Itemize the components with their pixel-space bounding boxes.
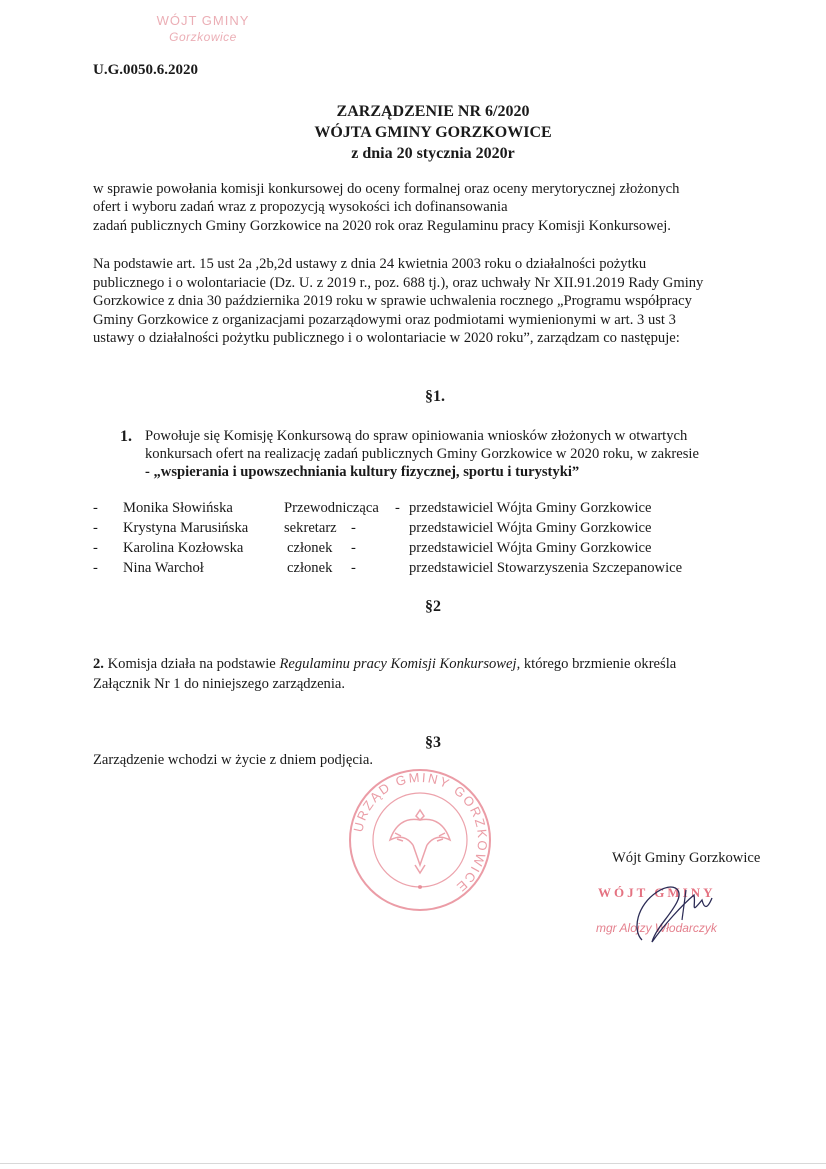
top-stamp-line1: WÓJT GMINY	[156, 13, 250, 28]
subject-line-1: w sprawie powołania komisji konkursowej do oceny formalnej oraz oceny merytorycznej złożonych	[93, 181, 680, 197]
office-seal-icon	[345, 765, 495, 915]
member-representation: przedstawiciel Wójta Gminy Gorzkowice	[409, 540, 652, 556]
section1-line-3: - „wspierania i upowszechniania kultury fizycznej, sportu i turystyki”	[145, 464, 580, 480]
member-name: Nina Warchoł	[123, 560, 204, 576]
document-reference: U.G.0050.6.2020	[93, 62, 198, 78]
member-separator: -	[351, 540, 356, 556]
section2-heading: §2	[425, 598, 441, 615]
member-role: sekretarz	[284, 520, 337, 536]
subject-line-2: ofert i wyboru zadań wraz z propozycją wysokości ich dofinansowania	[93, 199, 508, 215]
basis-line-5: ustawy o działalności pożytku publicznego i o wolontariacie w 2020 roku”, zarządzam co następuje:	[93, 330, 680, 346]
section2-text-b: , którego brzmienie określa	[516, 656, 677, 672]
section1-item-number: 1.	[120, 428, 132, 445]
member-name: Monika Słowińska	[123, 500, 233, 516]
seal-text: URZĄD GMINY GORZKOWICE	[350, 769, 491, 896]
top-stamp-line2: Gorzkowice	[169, 30, 237, 44]
member-separator: -	[351, 560, 356, 576]
member-role: Przewodnicząca	[284, 500, 379, 516]
member-representation: przedstawiciel Wójta Gminy Gorzkowice	[409, 500, 652, 516]
section2-paragraph-line2: Załącznik Nr 1 do niniejszego zarządzenia.	[93, 676, 346, 692]
handwritten-signature-icon	[612, 880, 722, 950]
member-name: Krystyna Marusińska	[123, 520, 249, 536]
top-stamp	[143, 12, 263, 46]
basis-line-1: Na podstawie art. 15 ust 2a ,2b,2d ustawy z dnia 24 kwietnia 2003 roku o działalności pożytku	[93, 256, 647, 272]
section2-number: 2.	[93, 656, 104, 672]
basis-line-3: Gorzkowice z dnia 30 października 2019 roku w sprawie uchwalenia rocznego „Programu współpracy	[93, 293, 692, 309]
basis-line-4: Gminy Gorzkowice z organizacjami pozarządowymi oraz podmiotami wymienionymi w art. 3 ust 3	[93, 312, 676, 328]
section3-heading: §3	[425, 734, 441, 751]
section2-regulation-title: Regulaminu pracy Komisji Konkursowej	[279, 656, 517, 672]
document-date: z dnia 20 stycznia 2020r	[351, 145, 515, 162]
section3-text: Zarządzenie wchodzi w życie z dniem podjęcia.	[93, 752, 373, 768]
section1-heading: §1.	[425, 388, 445, 405]
member-name: Karolina Kozłowska	[123, 540, 244, 556]
section1-line-1: Powołuje się Komisję Konkursową do spraw opiniowania wniosków złożonych w otwartych	[145, 428, 688, 444]
member-dash: -	[93, 500, 98, 516]
subject-line-3: zadań publicznych Gminy Gorzkowice na 2020 rok oraz Regulaminu pracy Komisji Konkursowej.	[93, 218, 671, 234]
basis-line-2: publicznego i o wolontariacie (Dz. U. z 2019 r., poz. 688 tj.), oraz uchwały Nr XII.91.2019 Rady Gminy	[93, 275, 704, 291]
member-dash: -	[93, 540, 98, 556]
member-representation: przedstawiciel Wójta Gminy Gorzkowice	[409, 520, 652, 536]
signatory-title: Wójt Gminy Gorzkowice	[612, 850, 761, 866]
section2-paragraph-line1	[93, 656, 676, 674]
section2-text-a: Komisja działa na podstawie	[103, 656, 280, 672]
member-dash: -	[93, 560, 98, 576]
member-representation: przedstawiciel Stowarzyszenia Szczepanowice	[409, 560, 683, 576]
member-role: członek	[287, 540, 333, 556]
signatory-stamp-line1: WÓJT GMINY	[598, 885, 716, 900]
document-title-line2: WÓJTA GMINY GORZKOWICE	[314, 124, 552, 141]
member-separator: -	[395, 500, 400, 516]
page-bottom-edge	[0, 1163, 826, 1164]
signatory-stamp-name: mgr Alojzy Włodarczyk	[596, 921, 717, 935]
member-dash: -	[93, 520, 98, 536]
member-separator: -	[351, 520, 356, 536]
member-role: członek	[287, 560, 333, 576]
section1-line-2: konkursach ofert na realizację zadań publicznych Gminy Gorzkowice w 2020 roku, w zakresie	[145, 446, 699, 462]
document-title-line1: ZARZĄDZENIE NR 6/2020	[336, 103, 530, 120]
